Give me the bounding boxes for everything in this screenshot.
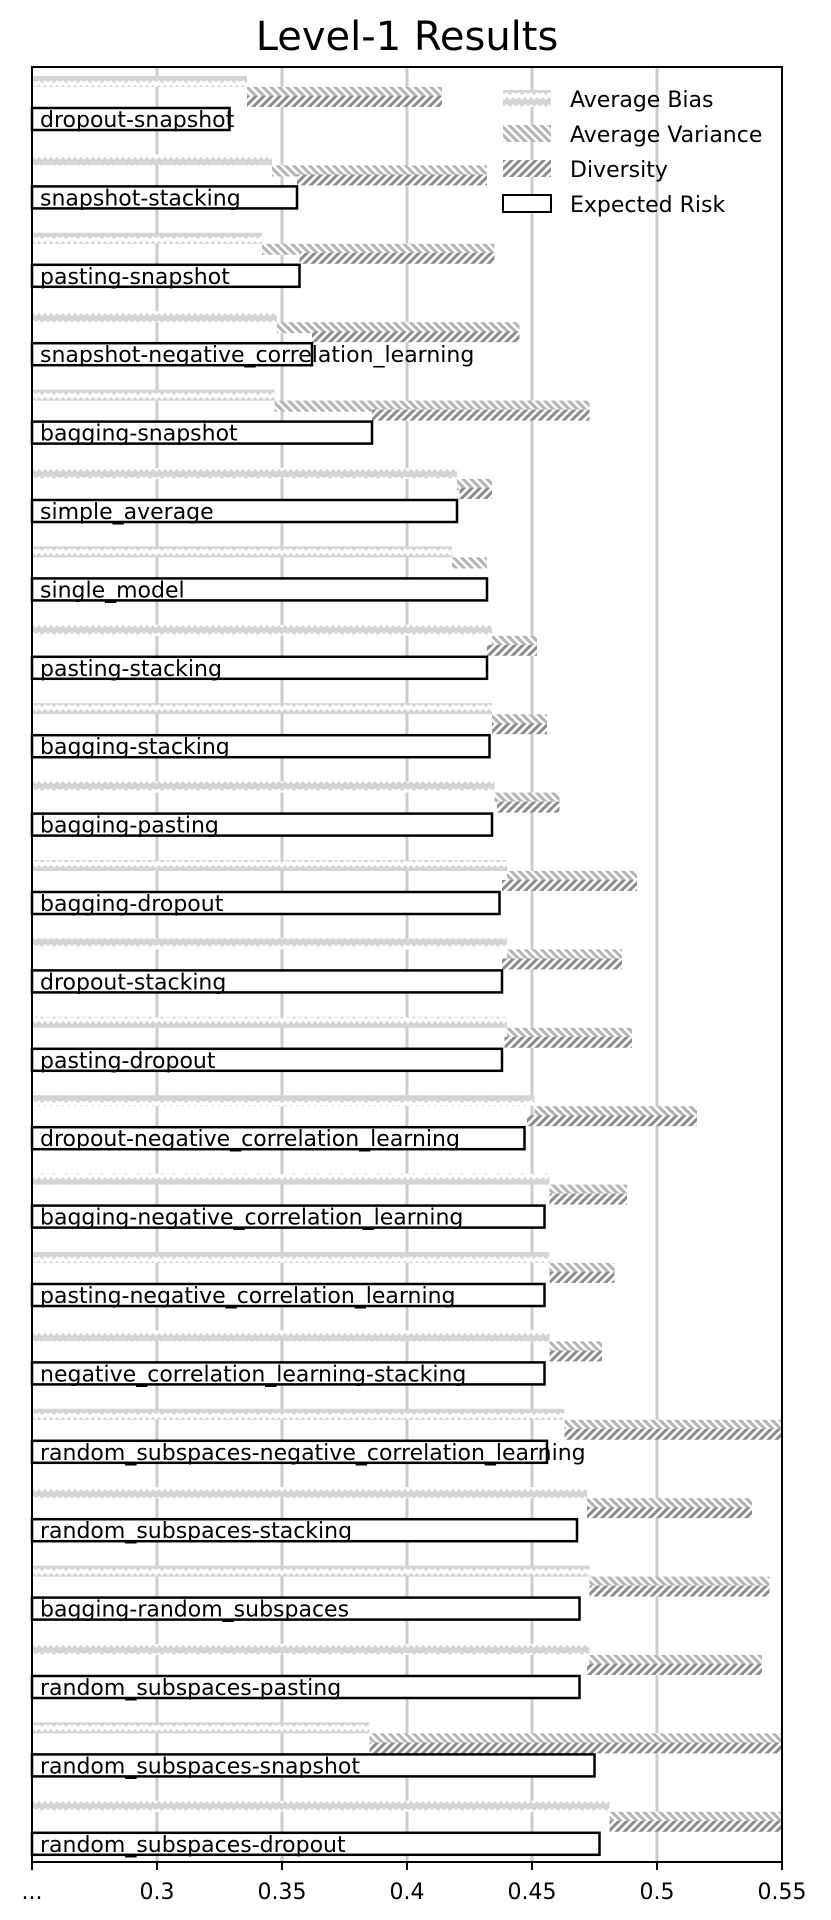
bar-diversity — [370, 1742, 783, 1753]
category-label: random_subspaces-snapshot — [40, 1754, 360, 1780]
bar-diversity — [610, 1821, 783, 1832]
legend-swatch-variance — [503, 125, 551, 142]
bar-diversity — [565, 1429, 783, 1440]
legend-swatch-bias — [503, 90, 551, 107]
bar-diversity — [587, 1664, 762, 1675]
x-tick-label: 0.55 — [757, 1880, 807, 1905]
category-label: negative_correlation_learning-stacking — [40, 1362, 467, 1388]
bar-diversity — [312, 331, 520, 342]
legend-label-variance: Average Variance — [570, 123, 763, 148]
category-label: pasting-snapshot — [40, 264, 230, 290]
bar-diversity — [460, 488, 493, 499]
bar-average-variance — [452, 557, 487, 568]
bar-diversity — [550, 1272, 615, 1283]
category-label: random_subspaces-negative_correlation_learning — [40, 1440, 586, 1466]
category-label: bagging-random_subspaces — [40, 1597, 350, 1623]
bar-average-bias — [32, 625, 492, 636]
bar-diversity — [527, 1115, 697, 1126]
bar-average-bias — [32, 1644, 590, 1655]
x-tick-label: 0.5 — [639, 1880, 675, 1905]
category-label: bagging-snapshot — [40, 421, 238, 447]
bar-average-bias — [32, 703, 492, 714]
bar-diversity — [505, 1037, 633, 1048]
bar-average-bias — [32, 1801, 610, 1812]
bar-average-bias — [32, 1330, 550, 1341]
bar-diversity — [502, 958, 622, 969]
category-label: simple_average — [40, 500, 214, 525]
category-label: dropout-stacking — [40, 970, 227, 996]
bar-average-bias — [32, 782, 495, 793]
category-label: bagging-pasting — [40, 813, 219, 839]
legend-label-risk: Expected Risk — [570, 193, 726, 218]
legend-swatch-risk — [503, 195, 551, 212]
x-tick-label: 0.35 — [257, 1880, 307, 1905]
bar-average-bias — [32, 860, 507, 871]
bar-diversity — [297, 174, 487, 185]
legend-swatch-diversity — [503, 160, 551, 177]
bar-average-bias — [32, 233, 262, 244]
bar-average-bias — [32, 76, 247, 87]
x-axis — [22, 1862, 807, 1905]
bar-diversity — [372, 410, 590, 421]
bar-average-bias — [32, 390, 275, 401]
category-label: single_model — [40, 578, 185, 604]
category-label: random_subspaces-stacking — [40, 1519, 353, 1545]
legend — [503, 88, 762, 218]
bar-diversity — [550, 1350, 603, 1361]
bar-average-bias — [32, 154, 272, 165]
bar-diversity — [497, 802, 560, 813]
category-label: pasting-dropout — [40, 1048, 216, 1074]
bar-average-bias — [32, 938, 507, 949]
bar-average-bias — [32, 1017, 507, 1028]
category-label: dropout-negative_correlation_learning — [40, 1127, 460, 1153]
category-label: bagging-negative_correlation_learning — [40, 1205, 464, 1231]
legend-label-diversity: Diversity — [570, 158, 668, 183]
x-tick-label: 0.3 — [139, 1880, 175, 1905]
category-label: dropout-snapshot — [40, 108, 235, 133]
bar-diversity — [502, 880, 637, 891]
category-label: pasting-negative_correlation_learning — [40, 1284, 456, 1309]
bar-average-bias — [32, 546, 452, 557]
bar-diversity — [300, 253, 495, 264]
bar-average-bias — [32, 311, 277, 322]
category-label: snapshot-stacking — [40, 186, 241, 212]
bar-average-bias — [32, 1252, 550, 1263]
bar-diversity — [590, 1586, 770, 1597]
category-label: random_subspaces-dropout — [40, 1832, 346, 1858]
bar-average-bias — [32, 1487, 587, 1498]
category-label: bagging-stacking — [40, 735, 230, 761]
legend-label-bias: Average Bias — [570, 88, 714, 113]
bar-diversity — [487, 645, 537, 656]
x-tick-label: 0.45 — [507, 1880, 557, 1905]
chart-title: Level-1 Results — [255, 14, 559, 60]
bar-average-bias — [32, 1095, 535, 1106]
category-label: pasting-stacking — [40, 656, 222, 682]
category-label: random_subspaces-pasting — [40, 1676, 342, 1701]
bar-average-bias — [32, 1566, 590, 1577]
bar-diversity — [550, 1194, 628, 1205]
bar-diversity — [587, 1507, 752, 1518]
x-tick-label: 0.4 — [389, 1880, 425, 1905]
bar-average-bias — [32, 1722, 370, 1733]
bar-average-bias — [32, 468, 457, 479]
x-tick-label: ... — [21, 1880, 43, 1905]
bar-diversity — [247, 96, 442, 107]
category-label: bagging-dropout — [40, 892, 224, 917]
bar-diversity — [492, 723, 547, 734]
category-label: snapshot-negative_correlation_learning — [40, 343, 475, 369]
bar-average-bias — [32, 1409, 565, 1420]
bar-average-bias — [32, 1174, 550, 1185]
